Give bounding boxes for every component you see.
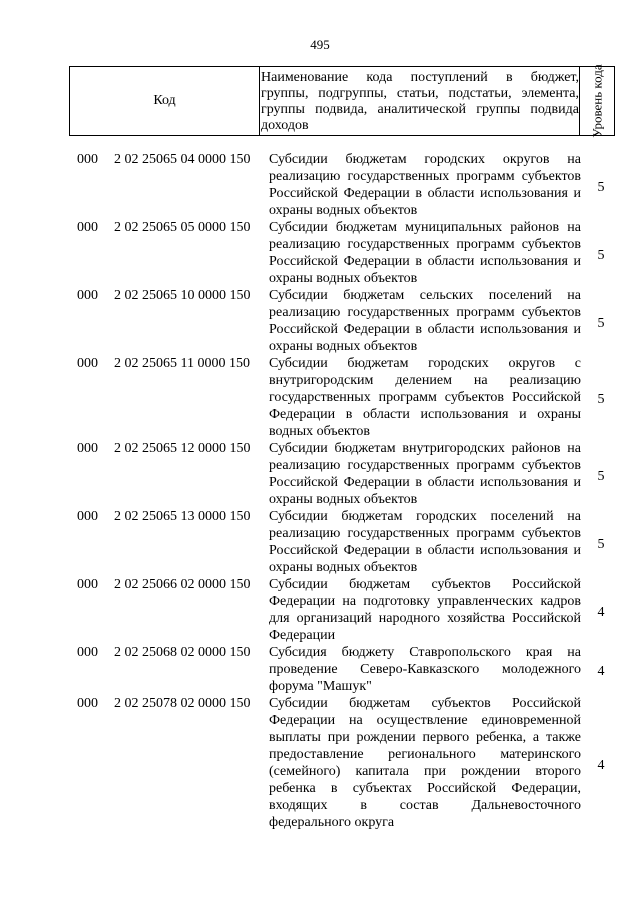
row-description-line: Субсидии бюджетам городских округов с bbox=[269, 356, 581, 371]
row-admin-code: 000 bbox=[77, 696, 98, 711]
row-level: 5 bbox=[597, 537, 605, 552]
row-description-line: реализацию государственных программ субъектов bbox=[269, 458, 581, 473]
row-description-line: проведение Северо-Кавказского молодежного bbox=[269, 662, 581, 677]
row-description-line: Российской Федерации в области использования и bbox=[269, 475, 581, 490]
row-description bbox=[269, 355, 581, 440]
row-description-line: для организаций народного хозяйства Российской bbox=[269, 611, 581, 626]
row-level: 5 bbox=[597, 180, 605, 195]
row-description-line: Субсидии бюджетам муниципальных районов на bbox=[269, 220, 581, 235]
table-row bbox=[0, 508, 640, 576]
row-description-line: Субсидия бюджету Ставропольского края на bbox=[269, 645, 581, 660]
row-admin-code: 000 bbox=[77, 441, 98, 456]
code-table-body bbox=[0, 151, 640, 831]
row-description-line: Субсидии бюджетам городских поселений на bbox=[269, 509, 581, 524]
row-description-line: реализацию государственных программ субъектов bbox=[269, 305, 581, 320]
row-income-code: 2 02 25066 02 0000 150 bbox=[114, 577, 251, 592]
row-description-line: Федерации на осуществление единовременной bbox=[269, 713, 581, 728]
row-description-line: охраны водных объектов bbox=[269, 271, 418, 286]
row-description-line: Федерации в области использования и охраны bbox=[269, 407, 581, 422]
row-level: 4 bbox=[597, 605, 605, 620]
header-name-line: доходов bbox=[261, 118, 309, 133]
row-description bbox=[269, 508, 581, 576]
table-row bbox=[0, 576, 640, 644]
row-description-line: реализацию государственных программ субъектов bbox=[269, 237, 581, 252]
row-description-line: реализацию государственных программ субъектов bbox=[269, 169, 581, 184]
row-description-line: (семейного) капитала при рождении второго bbox=[269, 764, 581, 779]
row-description-line: Субсидии бюджетам субъектов Российской bbox=[269, 696, 581, 711]
table-row bbox=[0, 219, 640, 287]
table-row bbox=[0, 644, 640, 695]
row-description-line: ребенка в субъектах Российской Федерации, bbox=[269, 781, 581, 796]
row-description bbox=[269, 695, 581, 831]
page-number: 495 bbox=[310, 37, 330, 52]
row-level: 4 bbox=[597, 664, 605, 679]
row-description-line: государственных программ субъектов Российской bbox=[269, 390, 581, 405]
table-row bbox=[0, 287, 640, 355]
row-admin-code: 000 bbox=[77, 645, 98, 660]
row-level: 5 bbox=[597, 248, 605, 263]
row-description-line: Российской Федерации в области использования и bbox=[269, 254, 581, 269]
table-row bbox=[0, 695, 640, 831]
table-header bbox=[69, 66, 615, 136]
row-description bbox=[269, 440, 581, 508]
row-description bbox=[269, 644, 581, 695]
row-income-code: 2 02 25065 11 0000 150 bbox=[114, 356, 250, 371]
table-row bbox=[0, 355, 640, 440]
row-description-line: Субсидии бюджетам сельских поселений на bbox=[269, 288, 581, 303]
header-code: Код bbox=[70, 67, 260, 135]
row-description bbox=[269, 219, 581, 287]
row-description-line: Российской Федерации в области использования и bbox=[269, 186, 581, 201]
row-admin-code: 000 bbox=[77, 577, 98, 592]
header-name-line: Наименование кода поступлений в бюджет, bbox=[261, 70, 579, 85]
row-admin-code: 000 bbox=[77, 356, 98, 371]
row-description-line: реализацию государственных программ субъектов bbox=[269, 526, 581, 541]
row-description-line: водных объектов bbox=[269, 424, 371, 439]
row-level: 5 bbox=[597, 316, 605, 331]
row-admin-code: 000 bbox=[77, 152, 98, 167]
row-description-line: Федерации на подготовку управленческих кадров bbox=[269, 594, 581, 609]
row-description-line: охраны водных объектов bbox=[269, 339, 418, 354]
row-income-code: 2 02 25078 02 0000 150 bbox=[114, 696, 251, 711]
row-description-line: форума "Машук" bbox=[269, 679, 372, 694]
header-name-line: группы, подгруппы, статьи, подстатьи, элемента, bbox=[261, 86, 579, 101]
row-description-line: выплаты при рождении первого ребенка, а также bbox=[269, 730, 581, 745]
row-description-line: охраны водных объектов bbox=[269, 203, 418, 218]
row-level: 5 bbox=[597, 469, 605, 484]
row-description-line: охраны водных объектов bbox=[269, 560, 418, 575]
row-description-line: Федерации bbox=[269, 628, 336, 643]
row-level: 5 bbox=[597, 392, 605, 407]
row-income-code: 2 02 25065 13 0000 150 bbox=[114, 509, 251, 524]
row-income-code: 2 02 25065 04 0000 150 bbox=[114, 152, 251, 167]
row-level: 4 bbox=[597, 758, 605, 773]
header-level bbox=[579, 64, 614, 138]
header-name bbox=[259, 70, 579, 134]
row-description-line: входящих в состав Дальневосточного bbox=[269, 798, 581, 813]
row-description bbox=[269, 151, 581, 219]
table-row bbox=[0, 440, 640, 508]
row-description-line: Субсидии бюджетам городских округов на bbox=[269, 152, 581, 167]
row-income-code: 2 02 25065 10 0000 150 bbox=[114, 288, 251, 303]
row-description-line: охраны водных объектов bbox=[269, 492, 418, 507]
row-description bbox=[269, 576, 581, 644]
row-description-line: федерального округа bbox=[269, 815, 395, 830]
row-description-line: Российской Федерации в области использования и bbox=[269, 322, 581, 337]
row-admin-code: 000 bbox=[77, 220, 98, 235]
row-income-code: 2 02 25065 05 0000 150 bbox=[114, 220, 251, 235]
row-description-line: Российской Федерации в области использования и bbox=[269, 543, 581, 558]
row-description-line: Субсидии бюджетам субъектов Российской bbox=[269, 577, 581, 592]
row-description bbox=[269, 287, 581, 355]
row-description-line: предоставление регионального материнского bbox=[269, 747, 581, 762]
row-income-code: 2 02 25065 12 0000 150 bbox=[114, 441, 251, 456]
row-description-line: Субсидии бюджетам внутригородских районов на bbox=[269, 441, 581, 456]
table-row bbox=[0, 151, 640, 219]
row-income-code: 2 02 25068 02 0000 150 bbox=[114, 645, 251, 660]
row-description-line: внутригородским делением на реализацию bbox=[269, 373, 581, 388]
header-level-label: Уровень кода bbox=[589, 64, 605, 138]
header-name-line: группы подвида, аналитической группы подвида bbox=[261, 102, 579, 117]
row-admin-code: 000 bbox=[77, 509, 98, 524]
row-admin-code: 000 bbox=[77, 288, 98, 303]
